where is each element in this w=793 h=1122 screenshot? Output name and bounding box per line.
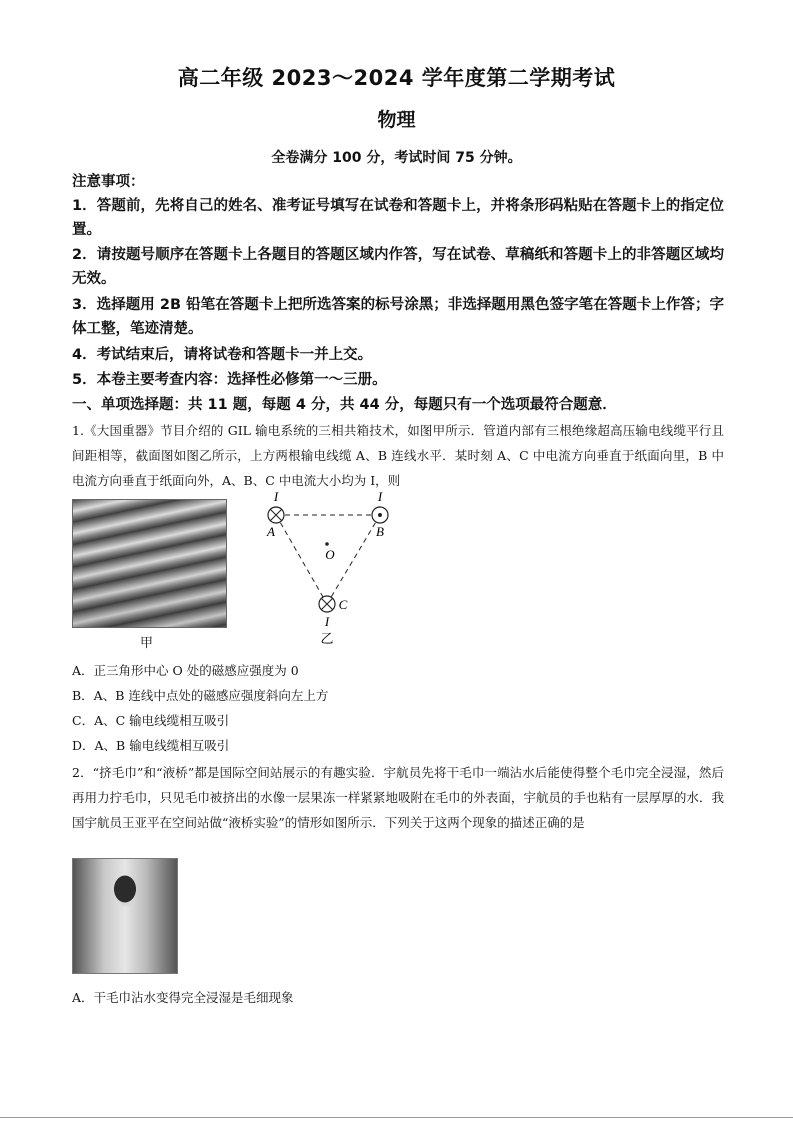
label-point-c: C — [338, 597, 348, 612]
section-heading: 一、单项选择题：共 11 题，每题 4 分，共 44 分，每题只有一个选项最符合题意． — [72, 397, 617, 413]
subject-title: 物理 — [377, 109, 416, 131]
figure-yi-caption: 乙 — [320, 632, 334, 647]
edge-bc — [327, 515, 380, 604]
question-2-option-a: A．干毛巾沾水变得完全浸湿是毛细现象 — [72, 990, 294, 1005]
question-2-stem: 2．“挤毛巾”和“液桥”都是国际空间站展示的有趣实验．宇航员先将干毛巾一端沾水后能使得整个毛巾完全浸湿，然后再用力拧毛巾，只见毛巾被挤出的水像一层果冻一样紧紧地吸附在毛巾的外表面，宇航员的手也粘有一层厚厚的水．我国宇航员王亚平在空间站做“液桥实验”的情形如图所示．下列关于这两个现象的描述正确的是 — [72, 765, 724, 830]
note-item-4: 4．考试结束后，请将试卷和答题卡一并上交。 — [72, 347, 373, 363]
figure-jia-caption: 甲 — [140, 636, 154, 651]
triangle-cross-section-diagram — [255, 488, 405, 648]
question-1-option-d: D．A、B 输电线缆相互吸引 — [72, 738, 230, 753]
question-1-option-b: B．A、B 连线中点处的磁感应强度斜向左上方 — [72, 688, 329, 703]
gil-pipeline-photo — [72, 499, 227, 628]
note-item-2: 2．请按题号顺序在答题卡上各题目的答题区域内作答，写在试卷、草稿纸和答题卡上的非答题区域均无效。 — [72, 247, 724, 287]
center-point-o — [325, 542, 329, 546]
notes-heading: 注意事项： — [72, 174, 145, 190]
label-current-b: I — [377, 489, 383, 504]
question-1-stem: 1.《大国重器》节目介绍的 GIL 输电系统的三相共箱技术，如图甲所示．管道内部有三根绝缘超高压输电线缆平行且间距相等，截面图如图乙所示，上方两根输电线缆 A、B 连线水平．某时刻 A、C 中电流方向垂直于纸面向里，B 中电流方向垂直于纸面向外，A、B、C 中电流大小均为 I，则 — [72, 423, 724, 488]
question-1-option-c: C．A、C 输电线缆相互吸引 — [72, 713, 230, 728]
note-item-3: 3．选择题用 2B 铅笔在答题卡上把所选答案的标号涂黑；非选择题用黑色签字笔在答题卡上作答；字体工整，笔迹清楚。 — [72, 297, 724, 337]
wire-a-into-page-icon — [268, 507, 284, 523]
label-point-b: B — [376, 524, 384, 539]
question-1-option-a: A．正三角形中心 O 处的磁感应强度为 0 — [72, 663, 299, 678]
exam-title: 高二年级 2023～2024 学年度第二学期考试 — [177, 66, 616, 90]
note-item-5: 5．本卷主要考查内容：选择性必修第一～三册。 — [72, 372, 387, 388]
liquid-bridge-experiment-photo — [72, 858, 178, 974]
label-point-a: A — [267, 524, 275, 539]
score-line: 全卷满分 100 分，考试时间 75 分钟。 — [271, 150, 522, 166]
label-current-a: I — [273, 489, 279, 504]
wire-c-into-page-icon — [319, 596, 335, 612]
wire-b-out-of-page-icon — [372, 507, 388, 523]
label-current-c: I — [324, 614, 330, 629]
edge-ac — [276, 515, 327, 604]
label-center-o: O — [325, 547, 335, 562]
note-item-1: 1．答题前，先将自己的姓名、准考证号填写在试卷和答题卡上，并将条形码粘贴在答题卡上的指定位置。 — [72, 198, 724, 238]
page-bottom-divider — [0, 1117, 793, 1118]
